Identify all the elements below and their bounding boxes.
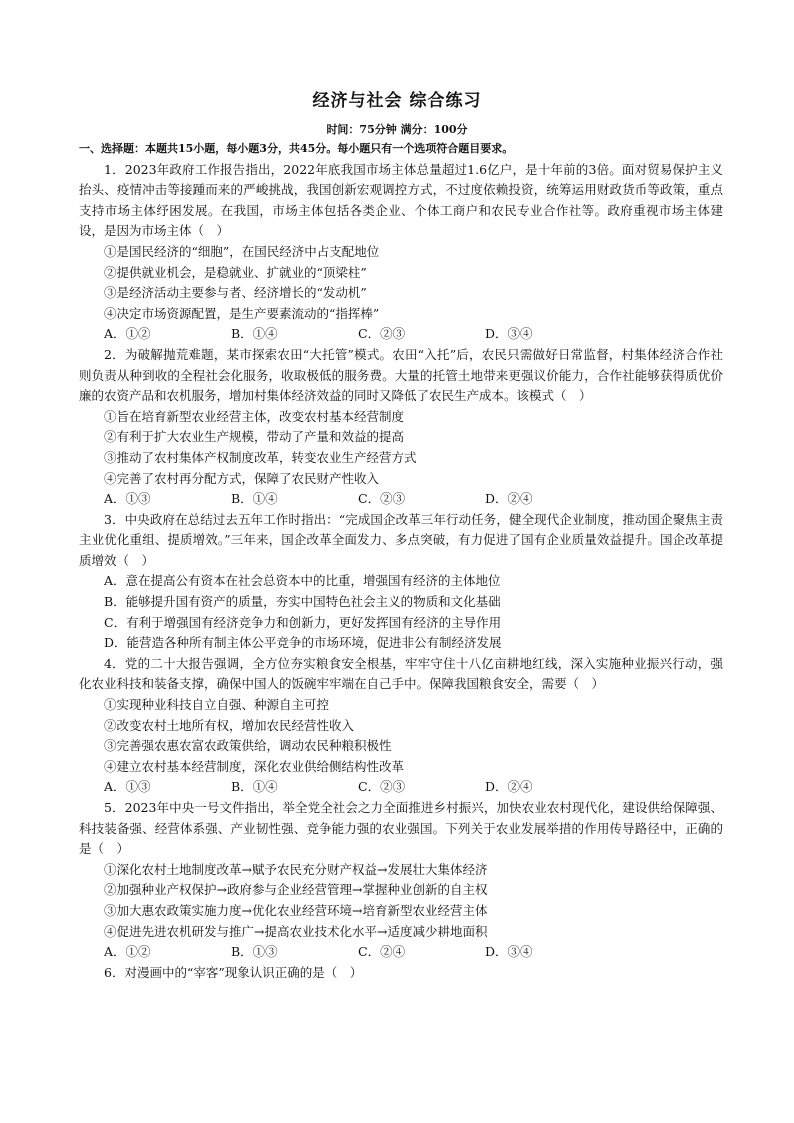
answer-options xyxy=(79,942,723,963)
statement: ①深化农村土地制度改革→赋予农民充分财产权益→发展壮大集体经济 xyxy=(104,861,488,877)
option-c[interactable]: C．有利于增强国有经济竞争力和创新力，更好发挥国有经济的主导作用 xyxy=(104,614,502,630)
statement: ④促进先进农机研发与推广→提高农业技术化水平→适度减少耕地面积 xyxy=(104,923,488,939)
statement: ①是国民经济的“细胞”，在国民经济中占支配地位 xyxy=(104,243,380,259)
answer-options xyxy=(79,489,723,510)
question-stem: 3．中央政府在总结过去五年工作时指出：“完成国企改革三年行动任务，健全现代企业制度，推动国企聚焦主责主业优化重组、提质增效。”三年来，国企改革全面发力、多点突破，有力促进了国有企业质量效益提升。国企改革提质增效（ ） xyxy=(79,511,723,568)
option-a[interactable]: A．①③ xyxy=(104,491,151,507)
option-b[interactable]: B．能够提升国有资产的质量，夯实中国特色社会主义的物质和文化基础 xyxy=(104,594,501,610)
question-stem: 1．2023年政府工作报告指出，2022年底我国市场主体总量超过1.6亿户，是十年前的3倍。面对贸易保护主义抬头、疫情冲击等接踵而来的严峻挑战，我国创新宏观调控方式，不过度依赖投资，统筹运用财政货币等政策，重点支持市场主体纾困发展。在我国，市场主体包括各类企业、个体工商户和农民专业合作社等。政府重视市场主体建设，是因为市场主体（ ） xyxy=(79,161,723,239)
statement: ④决定市场资源配置，是生产要素流动的“指挥棒” xyxy=(104,305,380,321)
option-d[interactable]: D．②④ xyxy=(485,779,533,795)
statement: ①旨在培育新型农业经营主体，改变农村基本经营制度 xyxy=(104,408,405,424)
statement: ④建立农村基本经营制度，深化农业供给侧结构性改革 xyxy=(104,758,405,774)
exam-content xyxy=(79,139,723,983)
option-d[interactable]: D．③④ xyxy=(485,326,533,342)
option-d[interactable]: D．②④ xyxy=(485,491,533,507)
option-a[interactable]: A．意在提高公有资本在社会总资本中的比重，增强国有经济的主体地位 xyxy=(104,573,501,589)
statement: ③是经济活动主要参与者、经济增长的“发动机” xyxy=(104,285,367,301)
option-a[interactable]: A．①③ xyxy=(104,779,151,795)
option-b[interactable]: B．①④ xyxy=(231,326,278,342)
option-a[interactable]: A．①② xyxy=(104,326,151,342)
option-d[interactable]: D．③④ xyxy=(485,944,533,960)
question-stem: 6．对漫画中的“宰客”现象认识正确的是（ ） xyxy=(104,964,363,980)
question-stem: 2．为破解抛荒难题，某市探索农田“大托管”模式。农田“入托”后，农民只需做好日常监督，村集体经济合作社则负责从种到收的全程社会化服务，收取极低的服务费。大量的托管土地带来更强议价能力，合作社能够获得质优价廉的农资产品和农机服务，增加村集体经济效益的同时又降低了农民生产成本。该模式（ ） xyxy=(79,346,723,404)
question-stem: 5．2023年中央一号文件指出，举全党全社会之力全面推进乡村振兴，加快农业农村现代化，建设供给保障强、科技装备强、经营体系强、产业韧性强、竞争能力强的农业强国。下列关于农业发展举措的作用传导路径中，正确的是（ ） xyxy=(79,800,723,857)
option-c[interactable]: C．②③ xyxy=(358,491,406,507)
statement: ②有利于扩大农业生产规模，带动了产量和效益的提高 xyxy=(104,429,405,445)
option-d[interactable]: D．能营造各种所有制主体公平竞争的市场环境，促进非公有制经济发展 xyxy=(104,635,502,651)
answer-options xyxy=(79,777,723,798)
option-b[interactable]: B．①④ xyxy=(231,779,278,795)
answer-options xyxy=(79,324,723,345)
option-b[interactable]: B．①④ xyxy=(231,491,278,507)
page-title: 经济与社会 综合练习 xyxy=(312,91,482,111)
statement: ③完善强农惠农富农政策供给，调动农民种粮积极性 xyxy=(104,738,392,754)
statement: ②改变农村土地所有权，增加农民经营性收入 xyxy=(104,717,355,733)
statement: ②提供就业机会，是稳就业、扩就业的“顶梁柱” xyxy=(104,264,367,280)
option-a[interactable]: A．①② xyxy=(104,944,151,960)
option-c[interactable]: C．②④ xyxy=(358,944,406,960)
statement: ①实现种业科技自立自强、种源自主可控 xyxy=(104,697,330,713)
question-stem: 4．党的二十大报告强调，全方位夯实粮食安全根基，牢牢守住十八亿亩耕地红线，深入实施种业振兴行动，强化农业科技和装备支撑，确保中国人的饭碗牢牢端在自己手中。保障我国粮食安全，需要（ ） xyxy=(79,655,723,692)
option-b[interactable]: B．①③ xyxy=(231,944,278,960)
section-heading: 一、选择题：本题共15小题，每小题3分，共45分。每小题只有一个选项符合题目要求。 xyxy=(79,142,514,155)
statement: ②加强种业产权保护→政府参与企业经营管理→掌握种业创新的自主权 xyxy=(104,882,488,898)
statement: ③推动了农村集体产权制度改革，转变农业生产经营方式 xyxy=(104,449,417,465)
exam-meta: 时间：75分钟 满分：100分 xyxy=(326,123,468,136)
statement: ③加大惠农政策实施力度→优化农业经营环境→培育新型农业经营主体 xyxy=(104,902,488,918)
option-c[interactable]: C．②③ xyxy=(358,326,406,342)
option-c[interactable]: C．②③ xyxy=(358,779,406,795)
statement: ④完善了农村再分配方式，保障了农民财产性收入 xyxy=(104,470,380,486)
